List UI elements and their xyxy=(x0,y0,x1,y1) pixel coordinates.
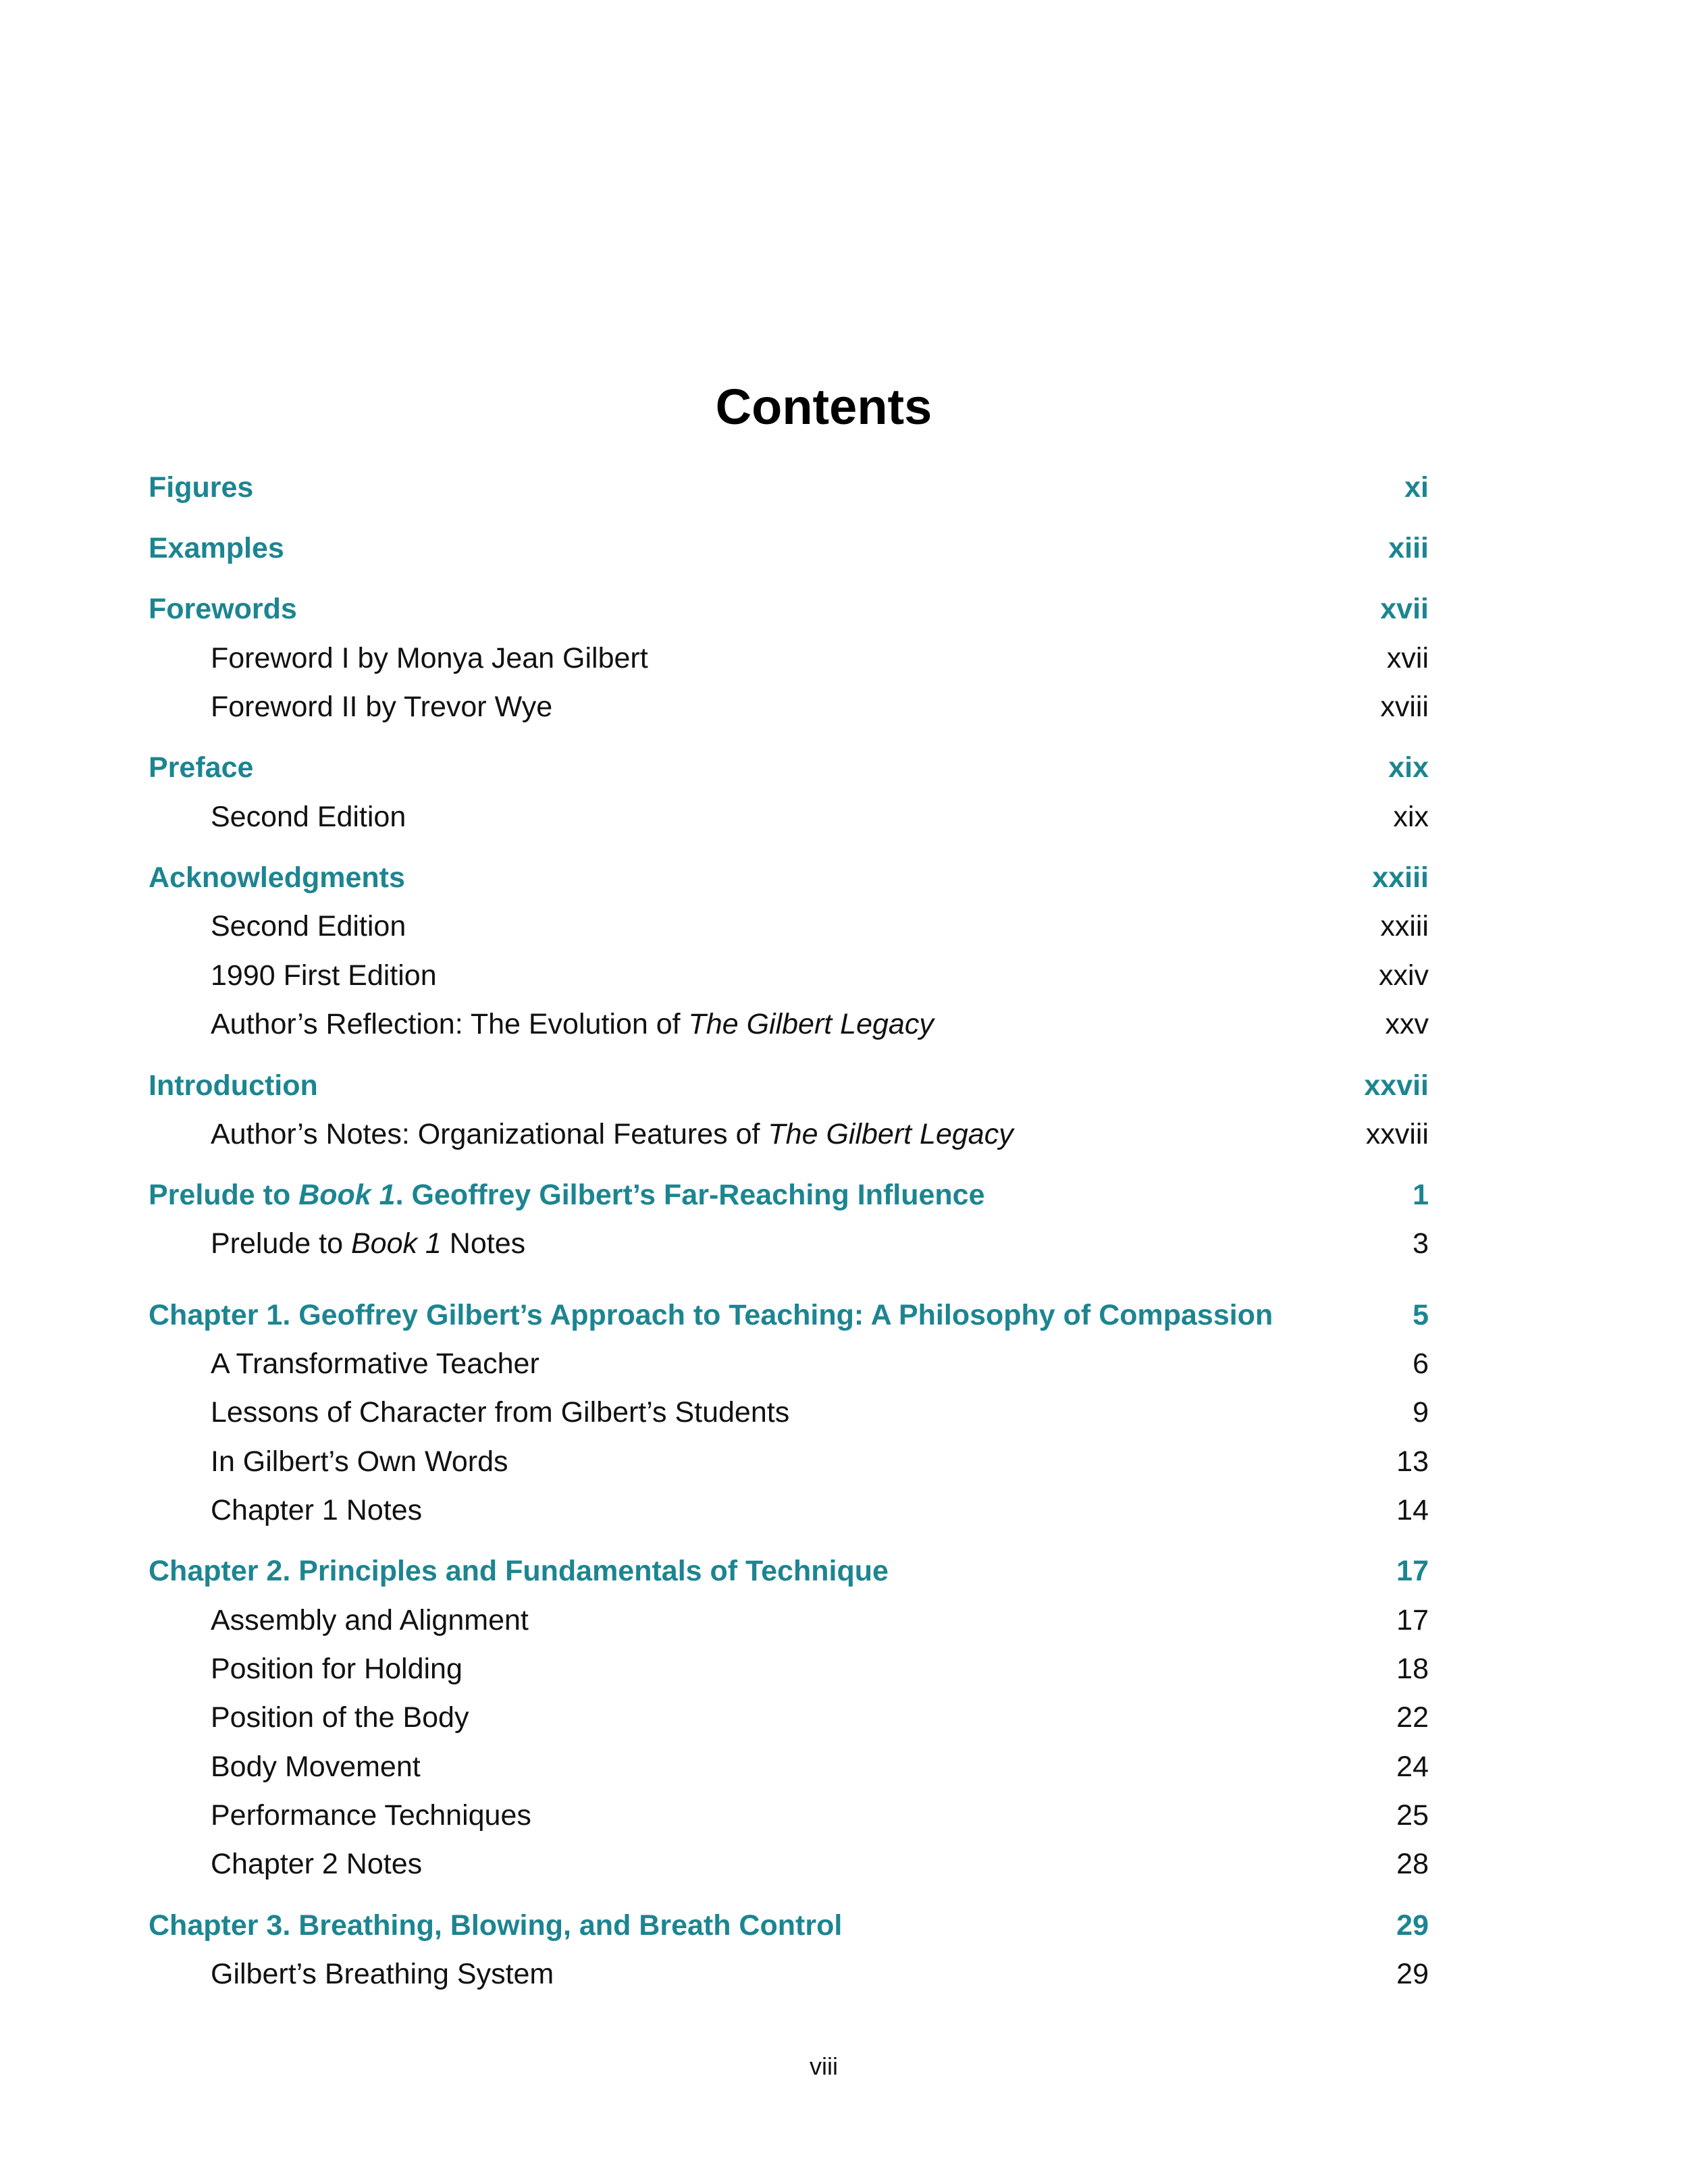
toc-entry-title-part: Gilbert’s Breathing System xyxy=(211,1958,554,1990)
toc-subsection-entry[interactable] xyxy=(149,1220,1429,1267)
toc-entry-page: 17 xyxy=(1396,1555,1429,1587)
toc-section-entry[interactable] xyxy=(149,744,1429,791)
toc-entry-title xyxy=(211,1694,469,1741)
toc-entry-page: xiii xyxy=(1388,532,1429,564)
toc-entry-title-part: Chapter 2. Principles and Fundamentals of Technique xyxy=(149,1555,889,1587)
toc-entry-title xyxy=(211,1111,1013,1158)
toc-entry-title-part: Second Edition xyxy=(211,910,406,942)
toc-entry-page: xix xyxy=(1393,801,1429,833)
toc-subsection-entry[interactable] xyxy=(149,1111,1429,1158)
toc-entry-title xyxy=(211,1743,421,1790)
toc-entry-title xyxy=(211,952,437,999)
toc-entry-title xyxy=(211,1792,531,1839)
toc-entry-title xyxy=(211,1438,508,1485)
toc-entry-title xyxy=(149,854,405,901)
toc-entry-page: 18 xyxy=(1396,1653,1429,1685)
toc-entry-title xyxy=(149,525,284,572)
toc-subsection-entry[interactable] xyxy=(149,1950,1429,1998)
toc-entry-page: xvii xyxy=(1380,593,1429,625)
toc-subsection-entry[interactable] xyxy=(149,1487,1429,1534)
toc-entry-page: xxvii xyxy=(1364,1069,1429,1102)
toc-entry-title xyxy=(149,1902,842,1949)
toc-entry-title xyxy=(149,744,253,791)
toc-entry-title xyxy=(149,1171,985,1219)
toc-entry-page: 17 xyxy=(1396,1604,1429,1636)
toc-subsection-entry[interactable] xyxy=(149,1840,1429,1888)
toc-entry-title xyxy=(149,1547,889,1595)
toc-entry-page: xi xyxy=(1404,471,1429,504)
toc-entry-title xyxy=(149,585,297,633)
toc-entry-title-part: Forewords xyxy=(149,593,297,625)
toc-entry-title xyxy=(211,1840,422,1888)
toc-section-entry[interactable] xyxy=(149,464,1429,511)
toc-entry-title-part: Position for Holding xyxy=(211,1653,463,1685)
toc-section-entry[interactable] xyxy=(149,1062,1429,1109)
toc-entry-title-part: Second Edition xyxy=(211,801,406,833)
toc-entry-page: xxv xyxy=(1385,1008,1429,1040)
toc-entry-page: xvii xyxy=(1386,642,1429,674)
toc-entry-title-part: In Gilbert’s Own Words xyxy=(211,1445,508,1478)
toc-entry-title-part: Acknowledgments xyxy=(149,861,405,894)
toc-entry-title-part: A Transformative Teacher xyxy=(211,1348,539,1380)
toc-entry-title-part: Lessons of Character from Gilbert’s Students xyxy=(211,1396,790,1429)
toc-entry-title xyxy=(149,1291,1273,1339)
toc-entry-title xyxy=(211,1597,529,1644)
page-number: viii xyxy=(810,2052,838,2080)
toc-entry-page: 9 xyxy=(1413,1396,1429,1429)
toc-entry-title-part: Book 1 xyxy=(350,1227,442,1260)
toc-subsection-entry[interactable] xyxy=(149,1743,1429,1790)
toc-subsection-entry[interactable] xyxy=(149,1792,1429,1839)
toc-section-entry[interactable] xyxy=(149,1902,1429,1949)
toc-entry-title-part: . Geoffrey Gilbert’s Far-Reaching Influence xyxy=(395,1179,985,1211)
toc-entry-page: 24 xyxy=(1396,1751,1429,1783)
toc-entry-title xyxy=(211,1950,554,1998)
toc-entry-title xyxy=(211,683,552,730)
toc-entry-title-part: Performance Techniques xyxy=(211,1799,531,1832)
toc-subsection-entry[interactable] xyxy=(149,793,1429,841)
toc-entry-page: 14 xyxy=(1396,1494,1429,1526)
toc-entry-page: xxiii xyxy=(1380,910,1429,942)
toc-entry-page: 1 xyxy=(1413,1179,1429,1211)
toc-entry-page: 28 xyxy=(1396,1848,1429,1880)
toc-entry-page: xxiii xyxy=(1372,861,1429,894)
toc-section-entry[interactable] xyxy=(149,525,1429,572)
toc-entry-title-part: Chapter 2 Notes xyxy=(211,1848,423,1880)
toc-subsection-entry[interactable] xyxy=(149,1001,1429,1048)
toc-entry-page: 29 xyxy=(1396,1909,1429,1942)
toc-entry-title-part: Preface xyxy=(149,751,254,784)
toc-entry-title xyxy=(149,464,253,511)
toc-subsection-entry[interactable] xyxy=(149,903,1429,950)
toc-entry-title xyxy=(211,1389,789,1436)
toc-entry-title xyxy=(211,1487,422,1534)
toc-entry-title-part: The Gilbert Legacy xyxy=(688,1008,934,1040)
toc-entry-title-part: Chapter 3. Breathing, Blowing, and Breath Control xyxy=(149,1909,843,1942)
toc-subsection-entry[interactable] xyxy=(149,1340,1429,1387)
toc-entry-page: 25 xyxy=(1396,1799,1429,1832)
toc-subsection-entry[interactable] xyxy=(149,1645,1429,1693)
toc-entry-title-part: Prelude to xyxy=(211,1227,351,1260)
toc-section-entry[interactable] xyxy=(149,854,1429,901)
toc-subsection-entry[interactable] xyxy=(149,683,1429,730)
toc-entry-title-part: Notes xyxy=(441,1227,526,1260)
toc-entry-page: 6 xyxy=(1413,1348,1429,1380)
toc-entry-page: 29 xyxy=(1396,1958,1429,1990)
toc-entry-page: xix xyxy=(1388,751,1429,784)
toc-entry-title-part: Assembly and Alignment xyxy=(211,1604,529,1636)
toc-entry-title xyxy=(211,1220,525,1267)
toc-section-entry[interactable] xyxy=(149,585,1429,633)
toc-subsection-entry[interactable] xyxy=(149,952,1429,999)
toc-entry-title xyxy=(211,1645,463,1693)
page-title: Contents xyxy=(715,379,932,435)
toc-entry-title-part: Foreword I by Monya Jean Gilbert xyxy=(211,642,648,674)
toc-entry-title-part: Examples xyxy=(149,532,284,564)
toc-section-entry[interactable] xyxy=(149,1171,1429,1219)
toc-entry-title-part: 1990 First Edition xyxy=(211,959,437,992)
toc-entry-page: 22 xyxy=(1396,1701,1429,1734)
toc-entry-title-part: Author’s Notes: Organizational Features of xyxy=(211,1118,768,1150)
toc-entry-page: xxviii xyxy=(1365,1118,1429,1150)
toc-entry-title-part: Prelude to xyxy=(149,1179,299,1211)
toc-entry-title xyxy=(211,793,406,841)
toc-entry-page: 3 xyxy=(1413,1227,1429,1260)
toc-entry-title-part: Chapter 1 Notes xyxy=(211,1494,423,1526)
toc-entry-title xyxy=(211,1340,539,1387)
toc-section-entry[interactable] xyxy=(149,1547,1429,1595)
toc-subsection-entry[interactable] xyxy=(149,1438,1429,1485)
toc-entry-title xyxy=(149,1062,318,1109)
toc-entry-title-part: Position of the Body xyxy=(211,1701,469,1734)
toc-entry-title-part: Book 1 xyxy=(298,1179,396,1211)
toc-entry-title-part: Body Movement xyxy=(211,1751,421,1783)
toc-entry-page: 5 xyxy=(1413,1299,1429,1331)
toc-entry-title-part: Figures xyxy=(149,471,254,504)
toc-entry-title-part: Author’s Reflection: The Evolution of xyxy=(211,1008,689,1040)
toc-entry-page: xviii xyxy=(1380,691,1429,723)
toc-subsection-entry[interactable] xyxy=(149,1694,1429,1741)
toc-subsection-entry[interactable] xyxy=(149,635,1429,682)
toc-section-entry[interactable] xyxy=(149,1291,1429,1339)
toc-entry-title-part: Foreword II by Trevor Wye xyxy=(211,691,553,723)
toc-subsection-entry[interactable] xyxy=(149,1597,1429,1644)
toc-entry-title xyxy=(211,1001,934,1048)
toc-entry-title xyxy=(211,903,406,950)
toc-entry-page: 13 xyxy=(1396,1445,1429,1478)
toc-entry-title xyxy=(211,635,648,682)
toc-entry-title-part: Introduction xyxy=(149,1069,318,1102)
toc-entry-page: xxiv xyxy=(1378,959,1429,992)
toc-entry-title-part: The Gilbert Legacy xyxy=(768,1118,1013,1150)
toc-entry-title-part: Chapter 1. Geoffrey Gilbert’s Approach to Teaching: A Philosophy of Compassion xyxy=(149,1299,1273,1331)
toc-subsection-entry[interactable] xyxy=(149,1389,1429,1436)
